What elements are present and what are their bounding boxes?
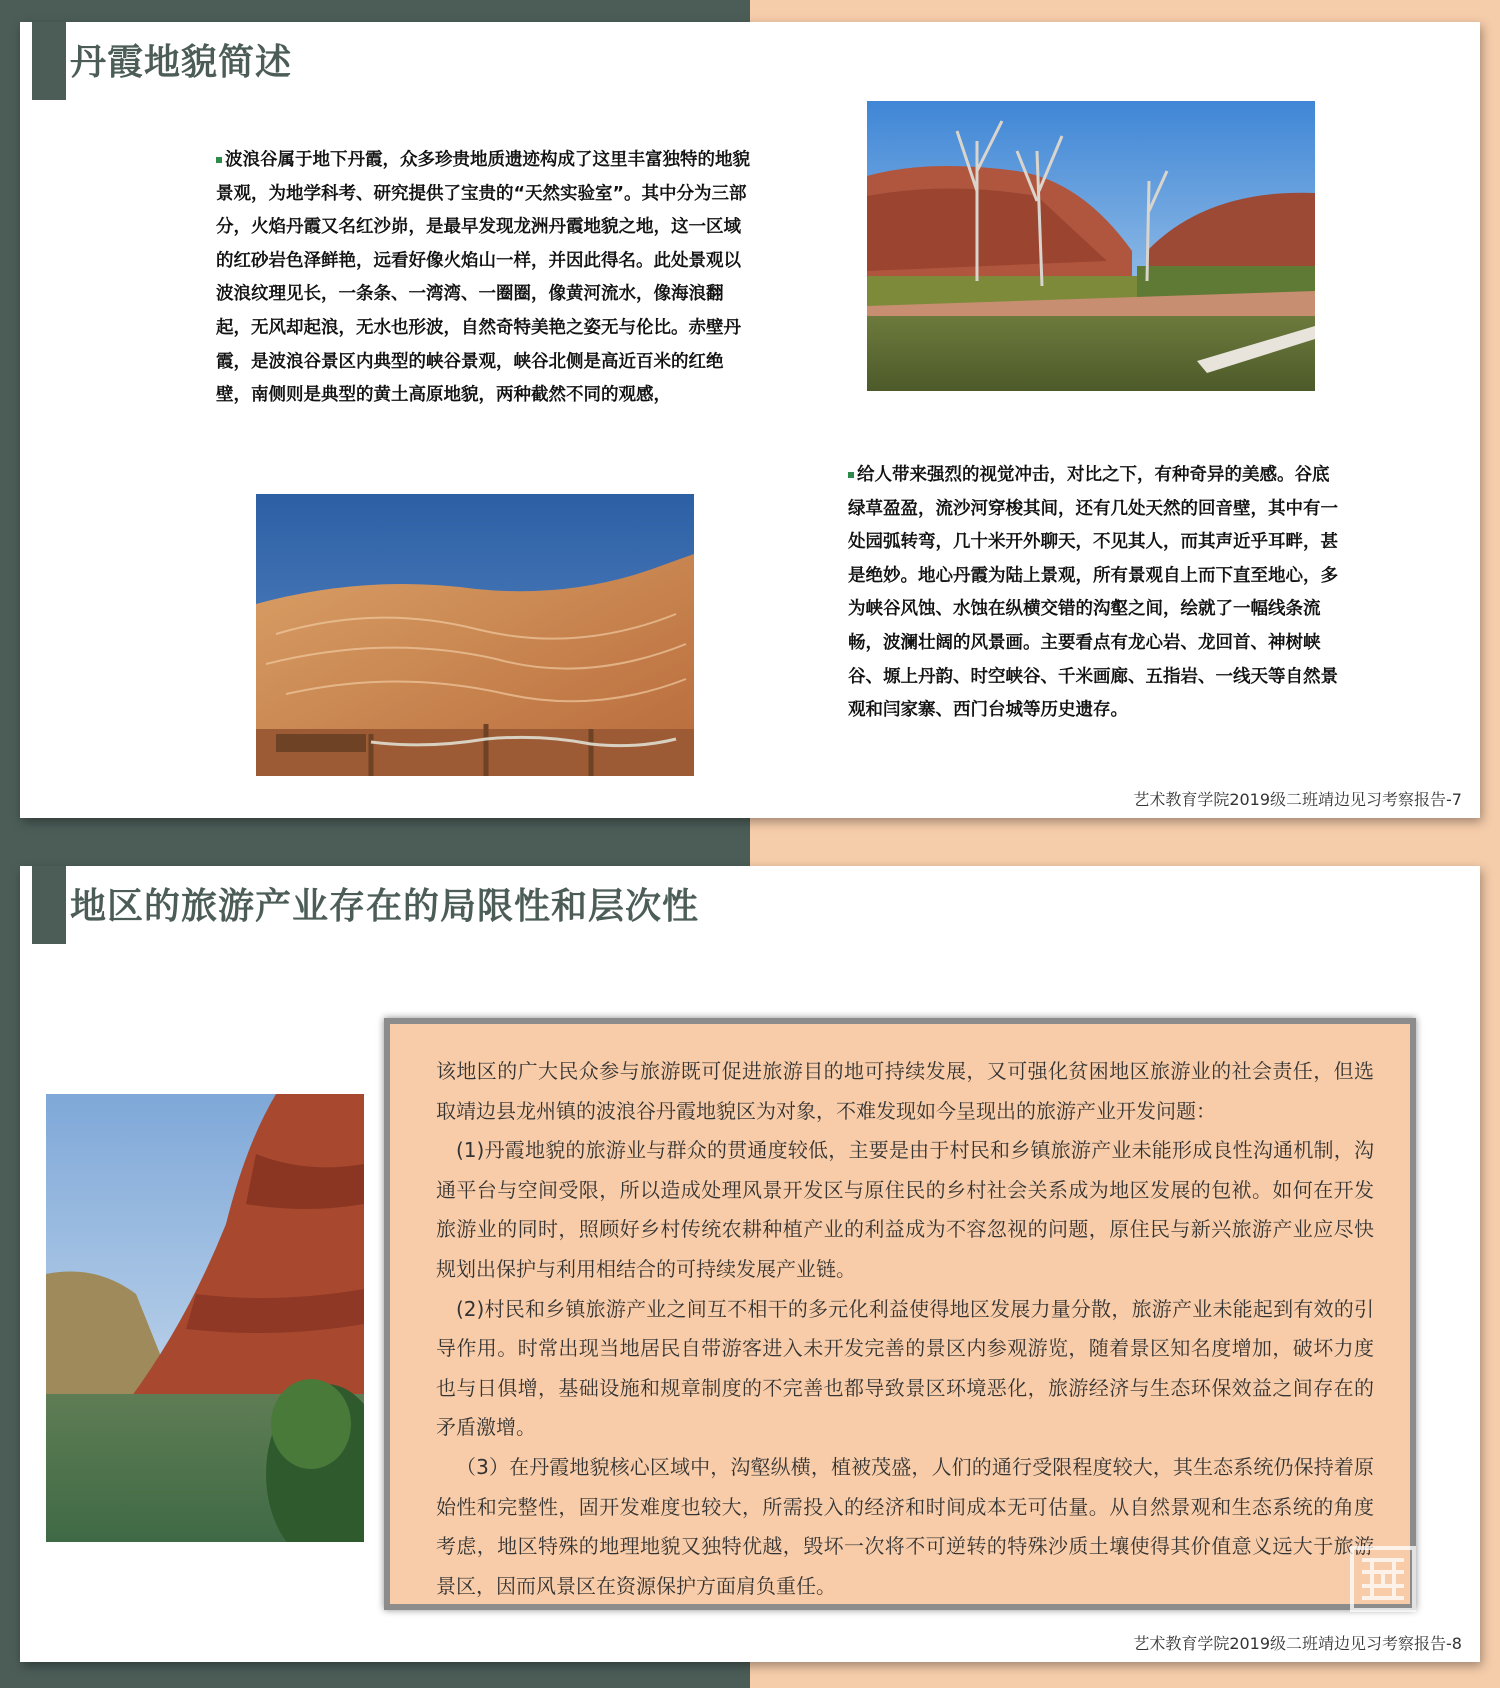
text-intro: 该地区的广大民众参与旅游既可促进旅游目的地可持续发展，又可强化贫困地区旅游业的社会责任，但选取靖边县龙州镇的波浪谷丹霞地貌区为对象，不难发现如今呈现出的旅游产业开发问题： — [436, 1059, 1374, 1123]
text-point-1: (1)丹霞地貌的旅游业与群众的贯通度较低，主要是由于村民和乡镇旅游产业未能形成良性沟通机制，沟通平台与空间受限，所以造成处理风景开发区与原住民的乡村社会关系成为地区发展的包袱。如何在开发旅游业的同时，照顾好乡村传统农耕种植产业的利益成为不容忽视的问题，原住民与新兴旅游产业应尽快规划出保护与利用相结合的可持续发展产业链。 — [436, 1138, 1374, 1281]
photo-red-cliffs-pond — [867, 101, 1315, 391]
report-page-8 — [20, 866, 1480, 1662]
text-panel — [384, 1018, 1416, 1610]
paragraph-intro — [216, 144, 750, 413]
page-footer: 艺术教育学院2019级二班靖边见习考察报告-8 — [1133, 1634, 1462, 1653]
paragraph-continued-text: 给人带来强烈的视觉冲击，对比之下，有种奇异的美感。谷底绿草盈盈，流沙河穿梭其间，还有几处天然的回音壁，其中有一处园弧转弯，几十米开外聊天，不见其人，而其声近乎耳畔，甚是绝妙。地心丹霞为陆上景观，所有景观自上而下直至地心，多为峡谷风蚀、水蚀在纵横交错的沟壑之间，绘就了一幅线条流畅，波澜壮阔的风景画。主要看点有龙心岩、龙回首、神树峡谷、塬上丹韵、时空峡谷、千米画廊、五指岩、一线天等自然景观和闫家寨、西门台城等历史遗存。 — [848, 465, 1338, 721]
photo-canyon-river — [46, 1094, 364, 1542]
text-point-2: (2)村民和乡镇旅游产业之间互不相干的多元化利益使得地区发展力量分散，旅游产业未能起到有效的引导作用。时常出现当地居民自带游客进入未开发完善的景区内参观游览，随着景区知名度增加，破坏力度也与日俱增，基础设施和规章制度的不完善也都导致景区环境恶化，旅游经济与生态环保效益之间存在的矛盾激增。 — [436, 1296, 1374, 1440]
paragraph-intro-text: 波浪谷属于地下丹霞，众多珍贵地质遗迹构成了这里丰富独特的地貌景观，为地学科考、研究提供了宝贵的“天然实验室”。其中分为三部分，火焰丹霞又名红沙峁，是最早发现龙洲丹霞地貌之地，这一区域的红砂岩色泽鲜艳，远看好像火焰山一样，并因此得名。此处景观以波浪纹理见长，一条条、一湾湾、一圈圈，像黄河流水，像海浪翻起，无风却起浪，无水也形波，自然奇特美艳之姿无与伦比。赤壁丹霞，是波浪谷景区内典型的峡谷景观，峡谷北侧是高近百米的红绝壁，南侧则是典型的黄土高原地貌，两种截然不同的观感， — [216, 150, 750, 406]
page-footer: 艺术教育学院2019级二班靖边见习考察报告-7 — [1133, 790, 1462, 809]
photo-wave-sandstone — [256, 494, 694, 776]
report-page-7 — [20, 22, 1480, 818]
page-title: 丹霞地貌简述 — [70, 42, 293, 83]
text-point-3: （3）在丹霞地貌核心区域中，沟壑纵横，植被茂盛，人们的通行受限程度较大，其生态系统仍保持着原始性和完整性，固开发难度也较大，所需投入的经济和时间成本无可估量。从自然景观和生态系统的角度考虑，地区特殊的地理地貌又独特优越，毁坏一次将不可逆转的特殊沙质土壤使得其价值意义远大于旅游景区，因而风景区在资源保护方面肩负重任。 — [436, 1454, 1374, 1598]
bullet-icon — [216, 157, 222, 163]
title-accent-bar — [32, 22, 66, 100]
seal-watermark-icon — [1350, 1546, 1416, 1612]
paragraph-continued — [848, 459, 1346, 728]
bullet-icon — [848, 472, 854, 478]
page-title: 地区的旅游产业存在的局限性和层次性 — [70, 886, 700, 927]
title-accent-bar — [32, 866, 66, 944]
